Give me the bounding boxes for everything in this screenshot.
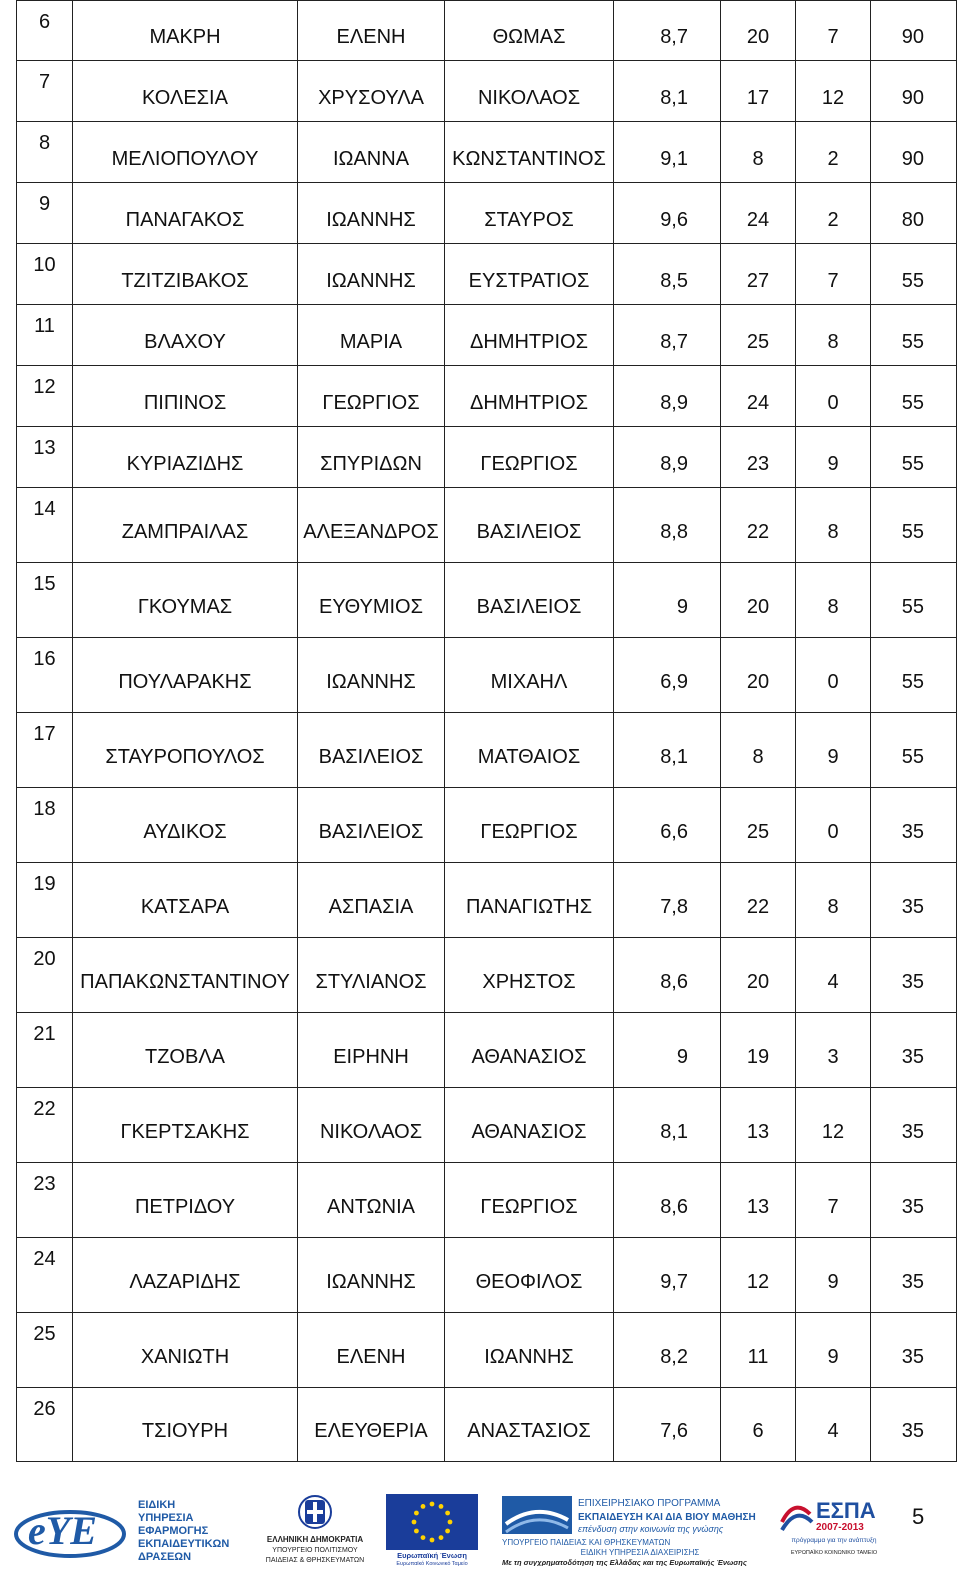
total-score-cell: 35 [871, 788, 957, 863]
points-a-cell: 22 [721, 863, 796, 938]
row-number: 21 [17, 1013, 73, 1088]
row-number: 20 [17, 938, 73, 1013]
surname-cell: ΤΖΟΒΛΑ [73, 1013, 298, 1088]
first-name-cell: ΒΑΣΙΛΕΙΟΣ [298, 713, 445, 788]
surname-cell: ΒΛΑΧΟΥ [73, 305, 298, 366]
surname-cell: ΛΑΖΑΡΙΔΗΣ [73, 1238, 298, 1313]
father-name-cell: ΔΗΜΗΤΡΙΟΣ [445, 305, 614, 366]
grade-cell: 8,6 [614, 1163, 721, 1238]
first-name-cell: ΓΕΩΡΓΙΟΣ [298, 366, 445, 427]
eu-star-icon [430, 1502, 435, 1507]
first-name-cell: ΧΡΥΣΟΥΛΑ [298, 61, 445, 122]
points-a-cell: 22 [721, 488, 796, 563]
grade-cell: 8,1 [614, 1088, 721, 1163]
page-number: 5 [912, 1504, 925, 1529]
total-score-cell: 35 [871, 1013, 957, 1088]
table-row [17, 713, 957, 788]
total-score-cell: 55 [871, 366, 957, 427]
coat-of-arms-icon [299, 1496, 331, 1528]
points-a-cell: 6 [721, 1388, 796, 1462]
father-name-cell: ΣΤΑΥΡΟΣ [445, 183, 614, 244]
row-number: 7 [17, 61, 73, 122]
table-row [17, 1013, 957, 1088]
row-number: 22 [17, 1088, 73, 1163]
programme-emblem-icon [502, 1496, 572, 1534]
first-name-cell: ΙΩΑΝΝΗΣ [298, 638, 445, 713]
total-score-cell: 55 [871, 305, 957, 366]
surname-cell: ΓΚΟΥΜΑΣ [73, 563, 298, 638]
eu-star-icon [445, 1511, 450, 1516]
eye-line-2: ΥΠΗΡΕΣΙΑ [138, 1512, 194, 1524]
row-number: 18 [17, 788, 73, 863]
first-name-cell: ΑΝΤΩΝΙΑ [298, 1163, 445, 1238]
surname-cell: ΧΑΝΙΩΤΗ [73, 1313, 298, 1388]
points-a-cell: 8 [721, 713, 796, 788]
points-b-cell: 8 [796, 563, 871, 638]
espa-years: 2007-2013 [816, 1522, 864, 1533]
father-name-cell: ΕΥΣΤΡΑΤΙΟΣ [445, 244, 614, 305]
grade-cell: 8,5 [614, 244, 721, 305]
points-b-cell: 7 [796, 244, 871, 305]
total-score-cell: 35 [871, 1238, 957, 1313]
row-number: 6 [17, 1, 73, 61]
table-row [17, 1238, 957, 1313]
points-a-cell: 13 [721, 1088, 796, 1163]
father-name-cell: ΓΕΩΡΓΙΟΣ [445, 1163, 614, 1238]
father-name-cell: ΒΑΣΙΛΕΙΟΣ [445, 488, 614, 563]
father-name-cell: ΑΘΑΝΑΣΙΟΣ [445, 1013, 614, 1088]
prog-line-2: ΕΚΠΑΙΔΕΥΣΗ ΚΑΙ ΔΙΑ ΒΙΟΥ ΜΑΘΗΣΗ [578, 1512, 756, 1523]
father-name-cell: ΓΕΩΡΓΙΟΣ [445, 788, 614, 863]
grade-cell: 9 [614, 1013, 721, 1088]
points-b-cell: 9 [796, 713, 871, 788]
table-row [17, 61, 957, 122]
points-a-cell: 25 [721, 305, 796, 366]
row-number: 23 [17, 1163, 73, 1238]
father-name-cell: ΠΑΝΑΓΙΩΤΗΣ [445, 863, 614, 938]
points-a-cell: 20 [721, 1, 796, 61]
total-score-cell: 35 [871, 863, 957, 938]
eu-star-icon [421, 1535, 426, 1540]
eye-line-3: ΕΦΑΡΜΟΓΗΣ [138, 1525, 209, 1537]
surname-cell: ΠΟΥΛΑΡΑΚΗΣ [73, 638, 298, 713]
programme-logo [500, 1492, 778, 1566]
surname-cell: ΚΟΛΕΣΙΑ [73, 61, 298, 122]
points-b-cell: 3 [796, 1013, 871, 1088]
first-name-cell: ΕΙΡΗΝΗ [298, 1013, 445, 1088]
surname-cell: ΓΚΕΡΤΣΑΚΗΣ [73, 1088, 298, 1163]
espa-line-3: πρόγραμμα για την ανάπτυξη [791, 1537, 877, 1544]
gr-line-3: ΠΑΙΔΕΙΑΣ & ΘΡΗΣΚΕΥΜΑΤΩΝ [265, 1557, 365, 1564]
eu-logo [382, 1492, 482, 1566]
surname-cell: ΠΑΝΑΓΑΚΟΣ [73, 183, 298, 244]
points-b-cell: 8 [796, 488, 871, 563]
eu-line-2: Ευρωπαϊκό Κοινωνικό Ταμείο [396, 1561, 468, 1566]
father-name-cell: ΚΩΝΣΤΑΝΤΙΝΟΣ [445, 122, 614, 183]
grade-cell: 8,1 [614, 713, 721, 788]
father-name-cell: ΒΑΣΙΛΕΙΟΣ [445, 563, 614, 638]
gr-line-1: ΕΛΛΗΝΙΚΗ ΔΗΜΟΚΡΑΤΙΑ [266, 1535, 364, 1544]
row-number: 13 [17, 427, 73, 488]
points-b-cell: 9 [796, 1238, 871, 1313]
surname-cell: ΜΑΚΡΗ [73, 1, 298, 61]
grade-cell: 9 [614, 563, 721, 638]
points-b-cell: 9 [796, 427, 871, 488]
points-a-cell: 24 [721, 183, 796, 244]
row-number: 12 [17, 366, 73, 427]
father-name-cell: ΔΗΜΗΤΡΙΟΣ [445, 366, 614, 427]
prog-line-3: επένδυση στην κοινωνία της γνώσης [578, 1524, 724, 1534]
grade-cell: 8,9 [614, 366, 721, 427]
points-b-cell: 12 [796, 1088, 871, 1163]
points-b-cell: 2 [796, 183, 871, 244]
points-b-cell: 9 [796, 1313, 871, 1388]
points-a-cell: 11 [721, 1313, 796, 1388]
row-number: 15 [17, 563, 73, 638]
table-row [17, 427, 957, 488]
espa-line-4: ΕΥΡΩΠΑΪΚΟ ΚΟΙΝΩΝΙΚΟ ΤΑΜΕΙΟ [790, 1550, 878, 1556]
row-number: 14 [17, 488, 73, 563]
surname-cell: ΤΣΙΟΥΡΗ [73, 1388, 298, 1462]
gr-line-2: ΥΠΟΥΡΓΕΙΟ ΠΟΛΙΤΙΣΜΟΥ [272, 1547, 358, 1554]
eye-line-5: ΔΡΑΣΕΩΝ [138, 1551, 192, 1562]
table-row [17, 1, 957, 61]
surname-cell: ΚΑΤΣΑΡΑ [73, 863, 298, 938]
grade-cell: 8,2 [614, 1313, 721, 1388]
grade-cell: 9,6 [614, 183, 721, 244]
total-score-cell: 55 [871, 713, 957, 788]
table-row [17, 183, 957, 244]
table-row [17, 938, 957, 1013]
points-b-cell: 0 [796, 366, 871, 427]
grade-cell: 9,7 [614, 1238, 721, 1313]
eye-mark: eYE [28, 1508, 97, 1553]
table-row [17, 1088, 957, 1163]
father-name-cell: ΝΙΚΟΛΑΟΣ [445, 61, 614, 122]
eu-star-icon [445, 1529, 450, 1534]
grade-cell: 9,1 [614, 122, 721, 183]
total-score-cell: 55 [871, 563, 957, 638]
points-a-cell: 25 [721, 788, 796, 863]
row-number: 25 [17, 1313, 73, 1388]
eu-star-icon [414, 1511, 419, 1516]
eu-star-icon [412, 1520, 417, 1525]
points-a-cell: 24 [721, 366, 796, 427]
father-name-cell: ΙΩΑΝΝΗΣ [445, 1313, 614, 1388]
first-name-cell: ΙΩΑΝΝΑ [298, 122, 445, 183]
total-score-cell: 35 [871, 1088, 957, 1163]
points-b-cell: 4 [796, 938, 871, 1013]
row-number: 26 [17, 1388, 73, 1462]
row-number: 8 [17, 122, 73, 183]
father-name-cell: ΧΡΗΣΤΟΣ [445, 938, 614, 1013]
first-name-cell: ΕΛΕΝΗ [298, 1313, 445, 1388]
points-b-cell: 7 [796, 1, 871, 61]
total-score-cell: 35 [871, 938, 957, 1013]
grade-cell: 8,9 [614, 427, 721, 488]
points-a-cell: 12 [721, 1238, 796, 1313]
espa-title: ΕΣΠΑ [816, 1498, 876, 1523]
first-name-cell: ΣΠΥΡΙΔΩΝ [298, 427, 445, 488]
first-name-cell: ΙΩΑΝΝΗΣ [298, 1238, 445, 1313]
points-a-cell: 23 [721, 427, 796, 488]
prog-line-6: Με τη συγχρηματοδότηση της Ελλάδας και της Ευρωπαϊκής Ένωσης [502, 1558, 747, 1566]
grade-cell: 6,9 [614, 638, 721, 713]
table-row [17, 1313, 957, 1388]
table-row [17, 863, 957, 938]
grade-cell: 8,7 [614, 1, 721, 61]
points-b-cell: 8 [796, 863, 871, 938]
surname-cell: ΣΤΑΥΡΟΠΟΥΛΟΣ [73, 713, 298, 788]
prog-line-4: ΥΠΟΥΡΓΕΙΟ ΠΑΙΔΕΙΑΣ ΚΑΙ ΘΡΗΣΚΕΥΜΑΤΩΝ [502, 1538, 671, 1547]
first-name-cell: ΣΤΥΛΙΑΝΟΣ [298, 938, 445, 1013]
espa-logo [778, 1492, 890, 1562]
table-row [17, 563, 957, 638]
table-row [17, 122, 957, 183]
first-name-cell: ΕΛΕΥΘΕΡΙΑ [298, 1388, 445, 1462]
row-number: 9 [17, 183, 73, 244]
eu-star-icon [439, 1535, 444, 1540]
total-score-cell: 35 [871, 1313, 957, 1388]
surname-cell: ΤΖΙΤΖΙΒΑΚΟΣ [73, 244, 298, 305]
first-name-cell: ΕΥΘΥΜΙΟΣ [298, 563, 445, 638]
points-a-cell: 20 [721, 938, 796, 1013]
points-a-cell: 20 [721, 638, 796, 713]
table-row [17, 244, 957, 305]
surname-cell: ΑΥΔΙΚΟΣ [73, 788, 298, 863]
points-a-cell: 8 [721, 122, 796, 183]
total-score-cell: 55 [871, 244, 957, 305]
grade-cell: 8,6 [614, 938, 721, 1013]
row-number: 19 [17, 863, 73, 938]
eu-line-1: Ευρωπαϊκή Ένωση [397, 1551, 467, 1560]
grade-cell: 8,8 [614, 488, 721, 563]
table-row [17, 1163, 957, 1238]
row-number: 10 [17, 244, 73, 305]
first-name-cell: ΑΣΠΑΣΙΑ [298, 863, 445, 938]
father-name-cell: ΘΕΟΦΙΛΟΣ [445, 1238, 614, 1313]
prog-line-5: ΕΙΔΙΚΗ ΥΠΗΡΕΣΙΑ ΔΙΑΧΕΙΡΙΣΗΣ [580, 1548, 700, 1557]
eu-star-icon [421, 1504, 426, 1509]
total-score-cell: 55 [871, 638, 957, 713]
points-b-cell: 0 [796, 638, 871, 713]
table-body [17, 1, 957, 1462]
results-table [16, 0, 957, 1462]
grade-cell: 6,6 [614, 788, 721, 863]
father-name-cell: ΜΑΤΘΑΙΟΣ [445, 713, 614, 788]
points-a-cell: 20 [721, 563, 796, 638]
eye-line-4: ΕΚΠΑΙΔΕΥΤΙΚΩΝ [138, 1538, 230, 1550]
total-score-cell: 90 [871, 1, 957, 61]
father-name-cell: ΑΘΑΝΑΣΙΟΣ [445, 1088, 614, 1163]
row-number: 11 [17, 305, 73, 366]
points-a-cell: 27 [721, 244, 796, 305]
points-b-cell: 2 [796, 122, 871, 183]
surname-cell: ΚΥΡΙΑΖΙΔΗΣ [73, 427, 298, 488]
surname-cell: ΠΙΠΙΝΟΣ [73, 366, 298, 427]
eu-star-icon [439, 1504, 444, 1509]
points-b-cell: 0 [796, 788, 871, 863]
eye-logo [10, 1492, 250, 1562]
eu-star-icon [430, 1538, 435, 1543]
first-name-cell: ΙΩΑΝΝΗΣ [298, 183, 445, 244]
table-row [17, 305, 957, 366]
total-score-cell: 90 [871, 122, 957, 183]
surname-cell: ΖΑΜΠΡΑΙΛΑΣ [73, 488, 298, 563]
father-name-cell: ΜΙΧΑΗΛ [445, 638, 614, 713]
father-name-cell: ΓΕΩΡΓΙΟΣ [445, 427, 614, 488]
table-row [17, 1388, 957, 1462]
points-b-cell: 4 [796, 1388, 871, 1462]
total-score-cell: 35 [871, 1163, 957, 1238]
first-name-cell: ΜΑΡΙΑ [298, 305, 445, 366]
grade-cell: 8,7 [614, 305, 721, 366]
total-score-cell: 90 [871, 61, 957, 122]
greek-republic-logo [256, 1492, 374, 1566]
surname-cell: ΜΕΛΙΟΠΟΥΛΟΥ [73, 122, 298, 183]
row-number: 17 [17, 713, 73, 788]
eu-star-icon [448, 1520, 453, 1525]
grade-cell: 7,8 [614, 863, 721, 938]
row-number: 24 [17, 1238, 73, 1313]
grade-cell: 8,1 [614, 61, 721, 122]
first-name-cell: ΑΛΕΞΑΝΔΡΟΣ [298, 488, 445, 563]
first-name-cell: ΕΛΕΝΗ [298, 1, 445, 61]
total-score-cell: 55 [871, 488, 957, 563]
table-row [17, 638, 957, 713]
father-name-cell: ΑΝΑΣΤΑΣΙΟΣ [445, 1388, 614, 1462]
table-row [17, 366, 957, 427]
father-name-cell: ΘΩΜΑΣ [445, 1, 614, 61]
table-row [17, 488, 957, 563]
footer [0, 1486, 960, 1569]
first-name-cell: ΝΙΚΟΛΑΟΣ [298, 1088, 445, 1163]
first-name-cell: ΒΑΣΙΛΕΙΟΣ [298, 788, 445, 863]
points-a-cell: 19 [721, 1013, 796, 1088]
points-a-cell: 13 [721, 1163, 796, 1238]
points-b-cell: 12 [796, 61, 871, 122]
espa-swirl-icon [782, 1508, 812, 1530]
table-row [17, 788, 957, 863]
points-a-cell: 17 [721, 61, 796, 122]
prog-line-1: ΕΠΙΧΕΙΡΗΣΙΑΚΟ ΠΡΟΓΡΑΜΜΑ [578, 1498, 721, 1509]
total-score-cell: 35 [871, 1388, 957, 1462]
surname-cell: ΠΕΤΡΙΔΟΥ [73, 1163, 298, 1238]
row-number: 16 [17, 638, 73, 713]
first-name-cell: ΙΩΑΝΝΗΣ [298, 244, 445, 305]
surname-cell: ΠΑΠΑΚΩΝΣΤΑΝΤΙΝΟΥ [73, 938, 298, 1013]
points-b-cell: 7 [796, 1163, 871, 1238]
eye-line-1: ΕΙΔΙΚΗ [138, 1499, 176, 1511]
grade-cell: 7,6 [614, 1388, 721, 1462]
eu-star-icon [414, 1529, 419, 1534]
points-b-cell: 8 [796, 305, 871, 366]
total-score-cell: 80 [871, 183, 957, 244]
total-score-cell: 55 [871, 427, 957, 488]
